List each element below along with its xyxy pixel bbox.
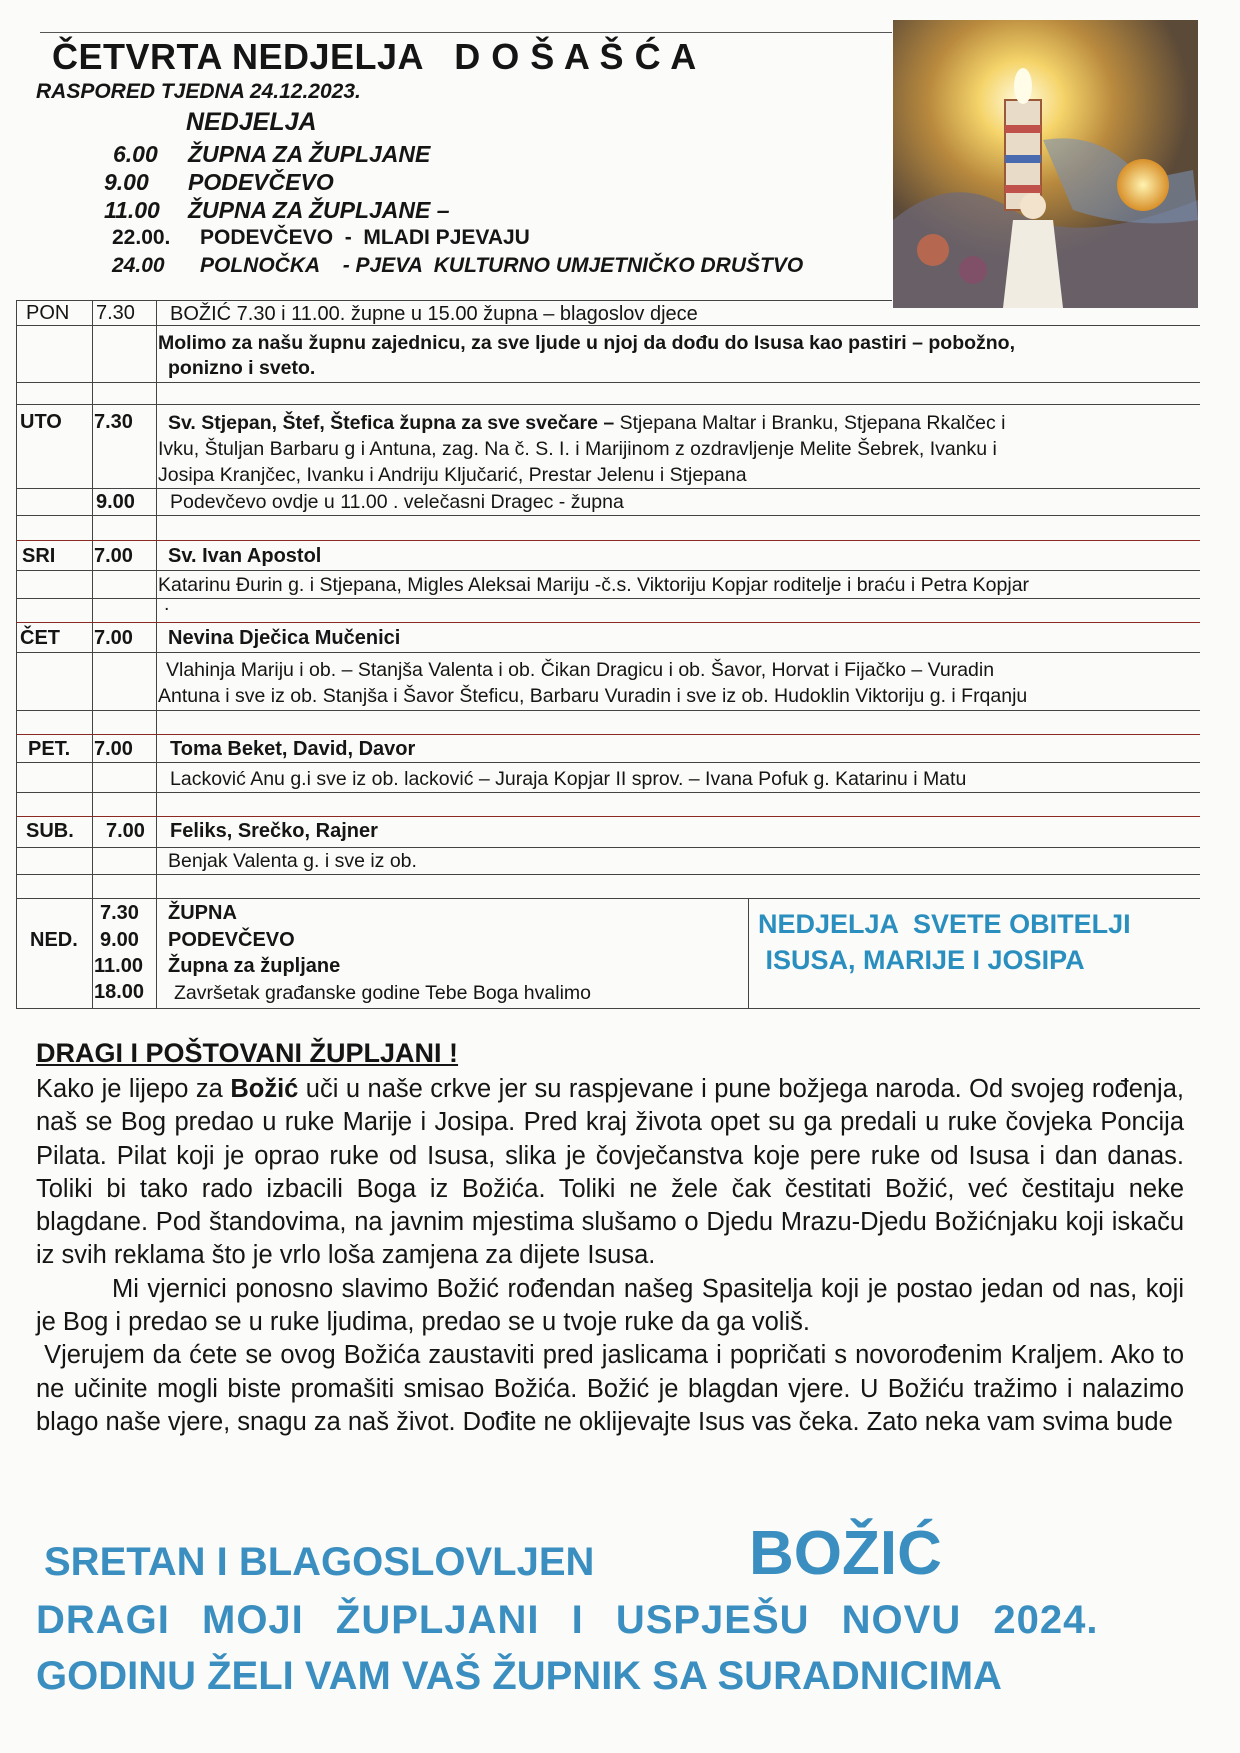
table-rule	[16, 488, 1200, 489]
table-col-rule	[92, 300, 93, 1008]
intention: Molimo za našu župnu zajednicu, za sve ljude u njoj da dođu do Isusa kao pastiri – pobožno,	[158, 332, 1016, 354]
sunday-mass: PODEVČEVO - MLADI PJEVAJU	[200, 226, 530, 249]
day-pon: PON	[26, 302, 70, 324]
intention: Ivku, Štuljan Barbaru g i Antuna, zag. Na č. S. I. i Marijinom z ozdravljenje Melite Šebrek, Ivanku i	[158, 438, 997, 460]
day-pet: PET.	[28, 738, 71, 760]
table-rule	[16, 300, 892, 301]
day-title: Sv. Stjepan, Štef, Štefica župna za sve svečare –	[168, 412, 615, 434]
day-sub: SUB.	[26, 820, 74, 842]
table-rule	[16, 540, 1200, 541]
table-col-rule	[16, 300, 17, 1008]
table-rule	[16, 382, 1200, 383]
sunday-label: NEDJELJA	[186, 108, 317, 136]
greeting-line: DRAGI MOJI ŽUPLJANI I USPJEŠU NOVU 2024.	[36, 1598, 1099, 1642]
table-rule	[16, 652, 1200, 653]
intention: Podevčevo ovdje u 11.00 . velečasni Dragec - župna	[170, 491, 624, 513]
header-rule	[40, 32, 892, 33]
letter-text: uči u naše crkve jer su raspjevane i pune božjega naroda. Od svojeg rođenja, naš se Bog predao u ruke Marije i Josipa. Pred kraj života opet su ga predali u ruke čovjeka Poncija Pilata. Pilat koji je oprao ruke od Isusa, slika je čovječanstva koje pere ruke od Isusa i dan danas. Toliki bi tako rado izbacili Boga iz Božića. Toliki ne žele čak čestitati Božić, već čestitaju neke blagdane. Pod štandovima, na javnim mjestima slušamo o Djedu Mrazu-Djedu Božićnjaku koji iskaču iz svih reklama što je vrlo loša zamjena za dijete Isusa.	[36, 1075, 1184, 1270]
table-rule	[16, 847, 1200, 848]
day-cet: ČET	[20, 627, 60, 649]
intention: Stjepana Maltar i Branku, Stjepana Rkalčec i	[614, 412, 1006, 434]
day-ned: NED.	[30, 929, 78, 951]
sunday-mass: PODEVČEVO	[188, 169, 334, 195]
day-title: Sv. Ivan Apostol	[168, 545, 322, 567]
sunday-mass: ŽUPNA ZA ŽUPLJANE –	[188, 197, 450, 223]
day-title: BOŽIĆ 7.30 i 11.00. župne u 15.00 župna – blagoslov djece	[170, 303, 698, 325]
table-col-rule	[156, 300, 157, 1008]
table-rule	[16, 710, 1200, 711]
mass-time: 9.00	[100, 929, 139, 951]
sunday-time: 24.00	[112, 254, 165, 277]
letter-body	[36, 1073, 1192, 1439]
letter-paragraph	[36, 1073, 1184, 1273]
intention: Lacković Anu g.i sve iz ob. lacković – Juraja Kopjar II sprov. – Ivana Pofuk g. Katarinu i Matu	[170, 768, 967, 790]
day-title: Toma Beket, David, Davor	[170, 738, 416, 760]
sunday-time: 6.00	[113, 141, 158, 167]
mass-text: Završetak građanske godine Tebe Boga hvalimo	[174, 982, 591, 1004]
mass-time: 7.30	[96, 302, 135, 324]
mass-time: 9.00	[96, 491, 135, 513]
table-rule	[16, 734, 1200, 735]
day-title: Feliks, Srečko, Rajner	[170, 820, 378, 842]
mass-time: 7.30	[100, 902, 139, 924]
mass-time: 7.00	[94, 545, 133, 567]
sunday-time: 9.00	[104, 169, 149, 195]
sunday-mass: ŽUPNA ZA ŽUPLJANE	[188, 141, 431, 167]
mass-time: 18.00	[94, 981, 145, 1003]
intention: ponizno i sveto.	[168, 357, 316, 379]
feast-line: ISUSA, MARIJE I JOSIPA	[758, 945, 1085, 975]
intention: Josipa Kranjčec, Ivanku i Andriju Ključarić, Prestar Jelenu i Stjepana	[158, 464, 747, 486]
table-rule	[16, 515, 1200, 516]
sunday-mass: POLNOČKA - PJEVA KULTURNO UMJETNIČKO DRUŠTVO	[200, 254, 804, 277]
feast-line: NEDJELJA SVETE OBITELJI	[758, 909, 1131, 939]
day-uto: UTO	[20, 411, 62, 433]
sunday-time: 11.00	[104, 197, 160, 223]
mass-time: 7.00	[94, 627, 133, 649]
letter-title: DRAGI I POŠTOVANI ŽUPLJANI !	[36, 1038, 459, 1068]
mass-text: ŽUPNA	[168, 902, 237, 924]
page-title: ČETVRTA NEDJELJA D O Š A Š Ć A	[52, 36, 697, 77]
sunday-time: 22.00.	[112, 226, 171, 249]
mass-time: 11.00	[94, 955, 143, 977]
schedule-date: RASPORED TJEDNA 24.12.2023.	[36, 80, 361, 103]
letter-paragraph: Mi vjernici ponosno slavimo Božić rođendan našeg Spasitelja koji je postao jedan od nas, koji je Bog i predao se u ruke ljudima, predao se u tvoje ruke da ga voliš.	[36, 1274, 1184, 1337]
intention: .	[164, 593, 170, 615]
mass-time: 7.30	[94, 411, 133, 433]
intention: Vlahinja Mariju i ob. – Stanjša Valenta i ob. Čikan Dragicu i ob. Šavor, Horvat i Fijačko – Vuradin	[166, 659, 995, 681]
table-col-rule	[748, 898, 749, 1008]
table-rule	[16, 570, 1200, 571]
greeting-line: SRETAN I BLAGOSLOVLJEN	[44, 1540, 595, 1584]
letter-paragraph: Vjerujem da ćete se ovog Božića zaustaviti pred jaslicama i popričati s novorođenim Kraljem. Ako to ne učinite mogli biste promašiti smisao Božića. Božić je blagdan vjere. U Božiću tražimo i nalazimo blago naše vjere, snagu za naš život. Dođite ne oklijevajte Isus vas čeka. Zato neka vam svima bude	[36, 1341, 1192, 1436]
day-sri: SRI	[22, 545, 56, 567]
intention: Antuna i sve iz ob. Stanjša i Šavor Šteficu, Barbaru Vuradin i sve iz ob. Hudoklin Viktoriju g. i Frqanju	[158, 685, 1028, 707]
mass-text: PODEVČEVO	[168, 929, 295, 951]
mass-time: 7.00	[106, 820, 145, 842]
table-rule	[16, 898, 1200, 899]
greeting-line: GODINU ŽELI VAM VAŠ ŽUPNIK SA SURADNICIMA	[36, 1654, 1002, 1698]
table-rule	[16, 874, 1200, 875]
day-title: Nevina Dječica Mučenici	[168, 627, 401, 649]
table-rule	[16, 598, 1200, 599]
table-rule	[16, 762, 1200, 763]
greeting-bozic: BOŽIĆ	[749, 1519, 942, 1588]
mass-text: Župna za župljane	[168, 955, 341, 977]
table-rule	[16, 404, 1200, 405]
table-rule	[16, 622, 1200, 623]
table-rule	[16, 792, 1200, 793]
intention: Katarinu Đurin g. i Stjepana, Migles Aleksai Mariju -č.s. Viktoriju Kopjar roditelje i braću i Petra Kopjar	[158, 574, 1030, 596]
table-rule	[16, 816, 1200, 817]
advent-candle-image	[893, 20, 1198, 308]
letter-text: Kako je lijepo za	[36, 1075, 231, 1103]
letter-emphasis: Božić	[230, 1075, 299, 1103]
table-rule	[16, 1008, 1200, 1009]
intention: Benjak Valenta g. i sve iz ob.	[168, 850, 417, 872]
feast-announcement	[758, 906, 1131, 978]
mass-time: 7.00	[94, 738, 133, 760]
